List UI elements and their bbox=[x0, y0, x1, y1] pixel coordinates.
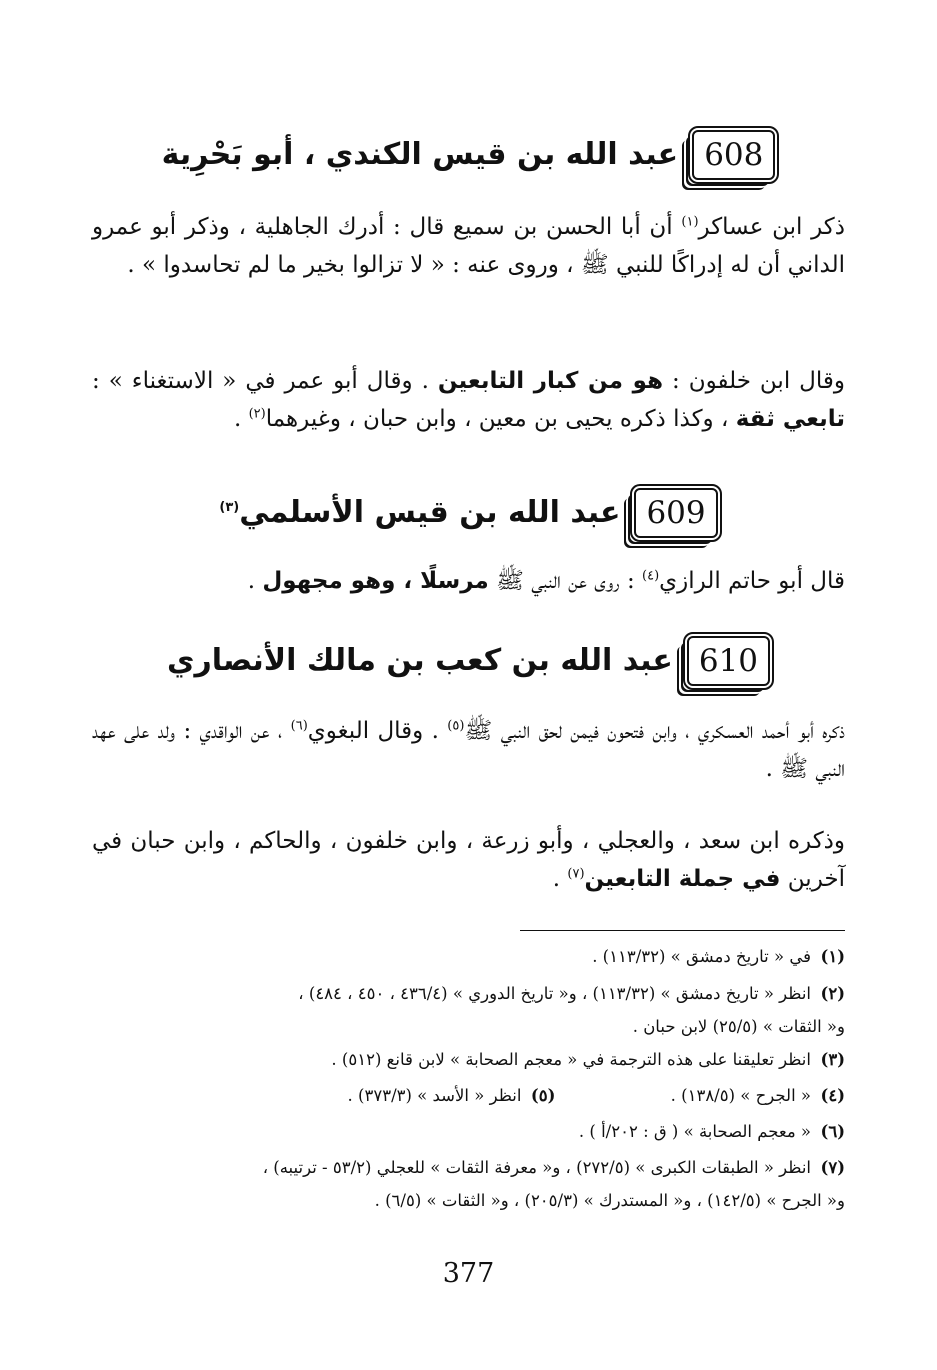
entry-title: عبد الله بن قيس الأسلمي$^{(٣)}$ bbox=[219, 495, 621, 530]
entry-609-heading bbox=[0, 488, 937, 538]
entry-610-paragraph-2: وذكره ابن سعد ، والعجلي ، وأبو زرعة ، وابن خلفون ، والحاكم ، وابن حبان في آخرين في جملة التابعين$^{(٧)}$ . bbox=[92, 828, 845, 892]
footnote-ref: (٣) bbox=[219, 500, 240, 515]
footnote-ref: (٧) bbox=[567, 866, 585, 882]
footnote-4: (٤)« الجرح » (١٣٨/٥) . bbox=[670, 1086, 845, 1105]
footnote-ref: (٢) bbox=[248, 406, 266, 422]
entry-number-box: 610 bbox=[687, 636, 770, 686]
footnote-1: (١)في « تاريخ دمشق » (١١٣/٣٢) . bbox=[592, 947, 845, 966]
footnote-2: (٢)انظر « تاريخ دمشق » (١١٣/٣٢) ، و« تاريخ الدوري » (٤٣٦/٤ ، ٤٥٠ ، ٤٨٤) ، bbox=[298, 984, 845, 1003]
entry-608-paragraph-2: وقال ابن خلفون : هو من كبار التابعين . وقال أبو عمر في « الاستغناء » : تابعي ثقة ، وكذا ذكره يحيى بن معين ، وابن حبان ، وغيرهما$^{(٢)}$ . bbox=[92, 368, 846, 432]
footnote-3: (٣)انظر تعليقنا على هذه الترجمة في « معجم الصحابة » لابن قانع (٥١٢) . bbox=[331, 1050, 845, 1069]
footnote-ref: (٤) bbox=[642, 568, 660, 584]
entry-title: عبد الله بن قيس الكندي ، أبو بَحْرِية bbox=[161, 137, 679, 172]
entry-number-box: 609 bbox=[634, 488, 717, 538]
footnote-7: (٧)انظر « الطبقات الكبرى » (٢٧٢/٥) ، و« معرفة الثقات » للعجلي (٥٣/٢ - ترتيبه) ، bbox=[262, 1158, 845, 1177]
entry-608-paragraph-1: ذكر ابن عساكر$^{(١)}$ أن أبا الحسن بن سميع قال : أدرك الجاهلية ، وذكر أبو عمرو الداني أن له إدراكًا للنبي ﷺ ، وروى عنه : « لا تزالوا بخير ما لم تحاسدوا » . bbox=[92, 214, 845, 278]
footnote-2-continuation: و« الثقات » (٢٥/٥) لابن حبان . bbox=[632, 1017, 845, 1036]
entry-610-paragraph-1: ذكره أبو أحمد العسكري ، وابن فتحون فيمن لحق النبي ﷺ$^{(٥)}$ . وقال البغوي$^{(٦)}$ ، عن الواقدي : ولد على عهد النبي ﷺ . bbox=[92, 718, 845, 782]
page-number: 377 bbox=[442, 1258, 495, 1289]
footnote-4-5-row bbox=[92, 1084, 845, 1108]
footnote-6: (٦)« معجم الصحابة » ( ق : ٢٠٢/أ ) . bbox=[578, 1122, 845, 1141]
entry-number-box: 608 bbox=[692, 130, 775, 180]
entry-608-heading bbox=[0, 130, 937, 180]
footnote-7-continuation: و« الجرح » (١٤٢/٥) ، و« المستدرك » (٢٠٥/٣) ، و« الثقات » (٦/٥) . bbox=[374, 1191, 845, 1210]
footnote-ref: (٥) bbox=[447, 718, 465, 734]
footnote-ref: (٦) bbox=[290, 718, 308, 734]
entry-610-heading bbox=[0, 636, 937, 686]
entry-609-paragraph-1: قال أبو حاتم الرازي$^{(٤)}$ : روى عن النبي ﷺ مرسلًا ، وهو مجهول . bbox=[247, 568, 845, 594]
footnote-ref: (١) bbox=[681, 214, 699, 230]
footnote-5: (٥)انظر « الأسد » (٣٧٣/٣) . bbox=[347, 1086, 556, 1105]
footnote-separator bbox=[520, 930, 845, 931]
entry-title: عبد الله بن كعب بن مالك الأنصاري bbox=[166, 643, 673, 678]
